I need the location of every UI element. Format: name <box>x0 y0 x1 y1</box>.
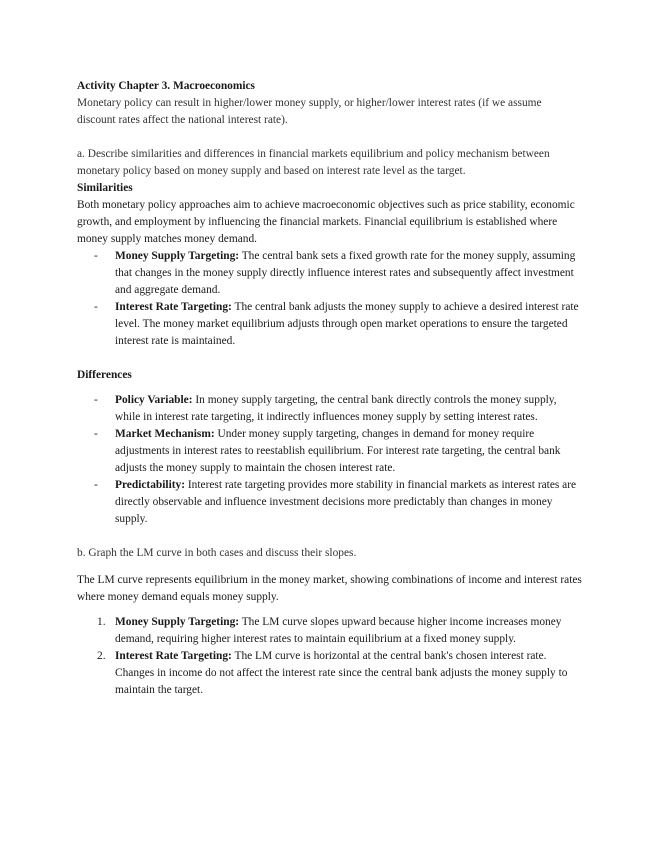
lm-paragraph: The LM curve represents equilibrium in the money market, showing combinations of income and interest rates where money demand equals money supply. <box>77 574 582 603</box>
similarities-paragraph: Both monetary policy approaches aim to achieve macroeconomic objectives such as price stability, economic growth, and employment by influencing the financial markets. Financial equilibrium is established where money supply matches money demand. <box>77 199 575 245</box>
list-item <box>77 299 582 350</box>
list-item-text: The central bank adjusts the money supply to achieve a desired interest rate level. The money market equilibrium adjusts through open market operations to ensure the targeted interest rate is maintained. <box>115 301 579 347</box>
list-item-term: Predictability: <box>115 479 186 491</box>
list-item-text: The LM curve is horizontal at the central bank's chosen interest rate. Changes in income do not affect the interest rate since the central bank adjusts the money supply to maintain the target. <box>115 650 568 696</box>
list-item-term: Interest Rate Targeting: <box>115 301 232 313</box>
list-marker: 1. <box>97 616 106 628</box>
list-item-term: Market Mechanism: <box>115 428 215 440</box>
list-item-term: Money Supply Targeting: <box>115 616 240 628</box>
list-item-text: The central bank sets a fixed growth rate for the money supply, assuming that changes in the money supply directly influence interest rates and subsequently affect investment and aggregate demand. <box>115 250 576 296</box>
question-a: a. Describe similarities and differences in financial markets equilibrium and policy mechanism between monetary policy based on money supply and based on interest rate level as the target. <box>77 148 550 177</box>
list-item <box>77 426 582 477</box>
list-item <box>77 614 582 648</box>
list-marker: 2. <box>97 650 106 662</box>
list-marker: - <box>94 479 98 491</box>
list-item-text: Under money supply targeting, changes in demand for money require adjustments in interest rates to reestablish equilibrium. For interest rate targeting, the central bank adjusts the money supply to maintain the chosen interest rate. <box>115 428 561 474</box>
spacer <box>77 562 582 572</box>
document-title: Activity Chapter 3. Macroeconomics <box>77 80 255 92</box>
list-marker: - <box>94 301 98 313</box>
list-item <box>77 392 582 426</box>
question-b: b. Graph the LM curve in both cases and discuss their slopes. <box>77 547 357 559</box>
list-item-term: Interest Rate Targeting: <box>115 650 232 662</box>
list-item-text: The LM curve slopes upward because higher income increases money demand, requiring higher interest rates to maintain equilibrium at a fixed money supply. <box>115 616 562 645</box>
spacer <box>77 528 582 545</box>
list-marker: - <box>94 250 98 262</box>
list-item-term: Policy Variable: <box>115 394 193 406</box>
similarities-list <box>77 248 582 350</box>
list-item <box>77 477 582 528</box>
list-item-text: In money supply targeting, the central bank directly controls the money supply, while in interest rate targeting, it indirectly influences money supply by setting interest rates. <box>115 394 557 423</box>
spacer <box>77 350 582 367</box>
differences-heading: Differences <box>77 369 132 381</box>
list-item <box>77 648 582 699</box>
similarities-heading: Similarities <box>77 182 133 194</box>
differences-list <box>77 392 582 528</box>
intro-paragraph: Monetary policy can result in higher/lower money supply, or higher/lower interest rates (if we assume discount rates affect the national interest rate). <box>77 97 542 126</box>
list-item-text: Interest rate targeting provides more stability in financial markets as interest rates are directly observable and influence investment decisions more predictably than changes in money supply. <box>115 479 577 525</box>
spacer <box>77 606 582 614</box>
list-item <box>77 248 582 299</box>
list-marker: - <box>94 428 98 440</box>
spacer <box>77 384 582 392</box>
list-marker: - <box>94 394 98 406</box>
document-page <box>77 78 582 699</box>
list-item-term: Money Supply Targeting: <box>115 250 240 262</box>
lm-list <box>77 614 582 699</box>
